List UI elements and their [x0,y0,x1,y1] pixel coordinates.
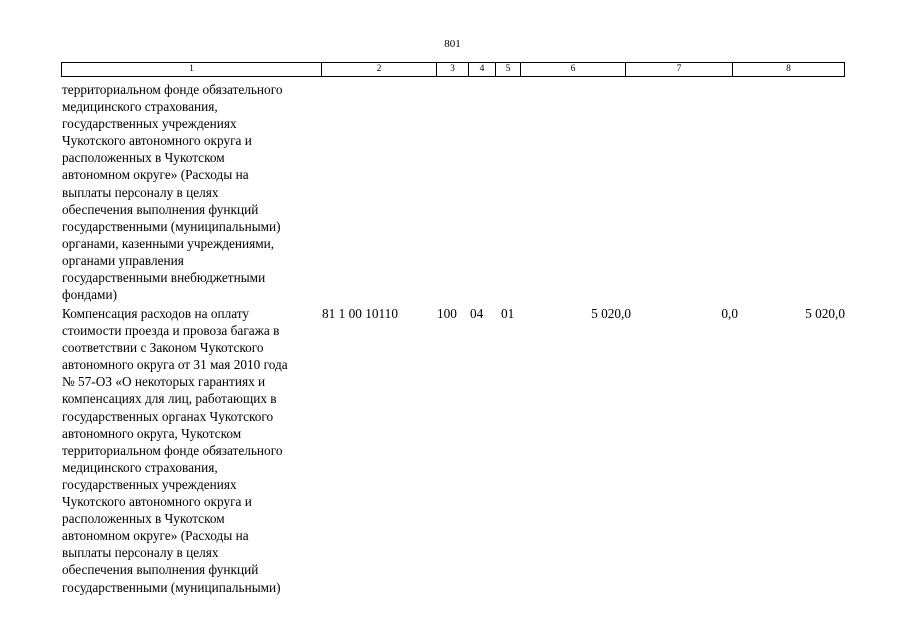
row-name-line: компенсациях для лиц, работающих в [62,391,277,407]
row-name-line: государственных органах Чукотского [62,408,274,424]
row-name-line: государственными (муниципальными) [62,579,281,595]
header-col-1: 1 [189,64,194,74]
row-name-line: Чукотского автономного округа и [62,494,252,510]
continued-text-line: органами, казенными учреждениями, [62,235,275,251]
row-col-6: 5 020,0 [591,306,631,321]
continued-row-text [62,81,324,303]
header-col-3: 3 [436,63,468,76]
page-number: 801 [444,38,461,50]
header-col-2: 2 [321,63,436,76]
continued-text-line: фондами) [62,287,118,303]
row-name-line: медицинского страхования, [62,459,218,475]
row-name-line: автономного округа, Чукотском [62,425,242,441]
row-name-line: государственных учреждениях [62,476,237,492]
row-col-4: 04 [470,306,484,321]
header-col-8: 8 [732,63,844,76]
header-col-7: 7 [625,63,732,76]
row-name-line: № 57-ОЗ «О некоторых гарантиях и [62,374,266,390]
row-col-7: 0,0 [721,306,738,321]
header-col-5: 5 [495,63,520,76]
row-name-line: соответствии с Законом Чукотского [62,340,264,356]
continued-text-line: государственными внебюджетными [62,270,266,286]
row-name-line: Компенсация расходов на оплату [62,306,250,321]
row-col-5: 01 [501,306,515,321]
row-name-line: стоимости проезда и провоза багажа в [62,323,280,339]
header-col-6: 6 [520,63,625,76]
row-name-line: автономного округа от 31 мая 2010 года [62,357,288,373]
row-col-8: 5 020,0 [805,306,845,321]
continued-text-line: органами управления [62,252,184,268]
row-name-line: расположенных в Чукотском [62,511,225,527]
row-name-line: обеспечения выполнения функций [62,562,259,578]
row-code: 81 1 00 10110 [322,306,398,321]
continued-text-line: автономном округе» (Расходы на [62,167,249,183]
header-col-4: 4 [468,63,495,76]
row-name-line: территориальном фонде обязательного [62,442,283,458]
row-name-line: выплаты персоналу в целях [62,545,219,561]
row-name [62,305,324,596]
continued-text-line: выплаты персоналу в целях [62,184,219,200]
continued-text-line: государственных учреждениях [62,116,237,132]
row-col-3: 100 [437,306,457,321]
continued-text-line: обеспечения выполнения функций [62,201,259,217]
continued-text-line: медицинского страхования, [62,99,218,115]
continued-text-line: государственными (муниципальными) [62,218,281,234]
continued-text-line: Чукотского автономного округа и [62,133,252,149]
continued-text-line: территориальном фонде обязательного [62,82,283,97]
table-header [61,62,845,77]
row-name-line: автономном округе» (Расходы на [62,528,249,544]
continued-text-line: расположенных в Чукотском [62,150,225,166]
